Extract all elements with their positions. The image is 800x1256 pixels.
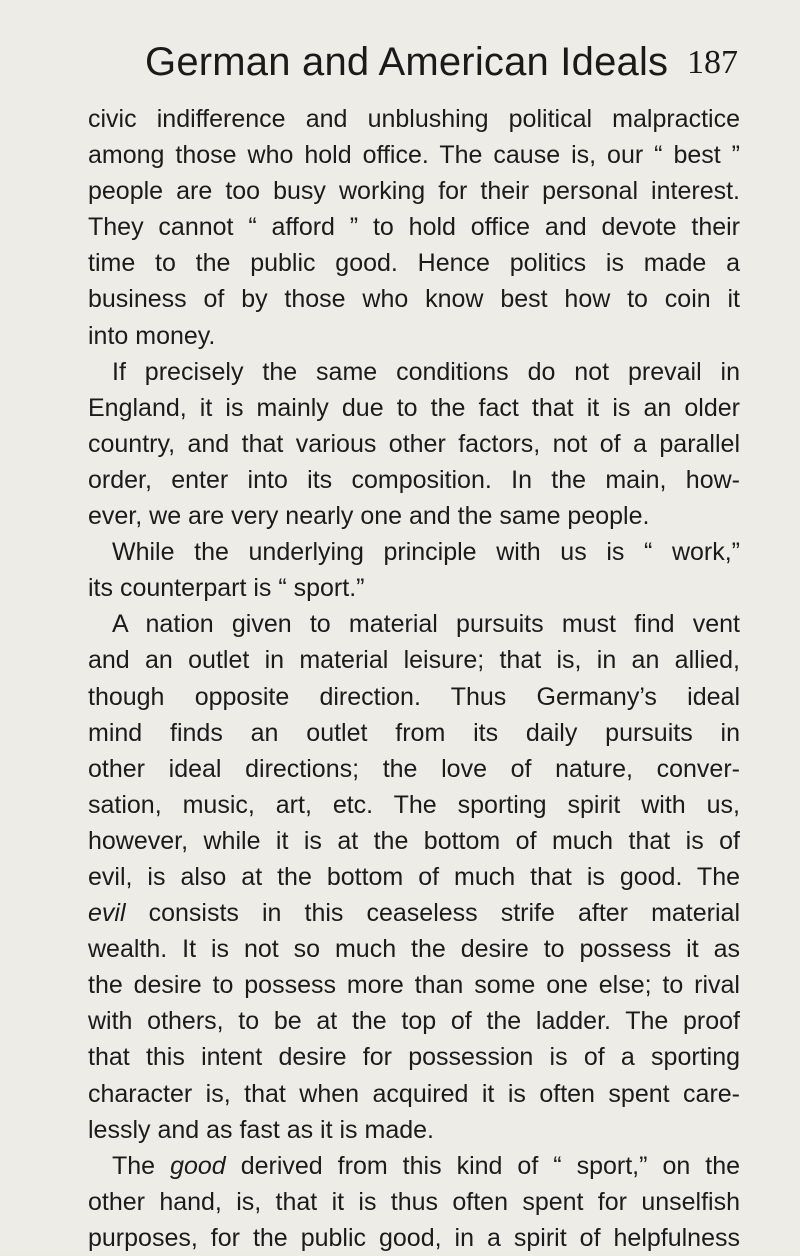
text-line: its counterpart is “ sport.” — [88, 574, 365, 603]
text-line: lessly and as fast as it is made. — [88, 1115, 434, 1144]
text-line: country, and that various other factors, not of a parallel — [88, 429, 740, 458]
text-line: A nation given to material pursuits must find vent — [112, 610, 740, 639]
body-text — [88, 101, 740, 1256]
text-line: though opposite direction. Thus Germany’s ideal — [88, 682, 740, 711]
text-line: with others, to be at the top of the ladder. The proof — [88, 1007, 740, 1036]
text-line: time to the public good. Hence politics is made a — [88, 249, 740, 278]
text-line: evil consists in this ceaseless strife after material — [88, 899, 740, 928]
text-line: mind finds an outlet from its daily pursuits in — [88, 718, 740, 747]
text-line: If precisely the same conditions do not prevail in — [112, 357, 740, 386]
text-line: While the underlying principle with us is “ work,” — [112, 538, 740, 567]
text-line: into money. — [88, 321, 216, 350]
text-line: among those who hold office. The cause is, our “ best ” — [88, 141, 740, 170]
text-line: character is, that when acquired it is often spent care- — [88, 1079, 740, 1108]
text-line: sation, music, art, etc. The sporting spirit with us, — [88, 790, 740, 819]
text-line: other hand, is, that it is thus often spent for unselfish — [88, 1187, 740, 1216]
text-line: order, enter into its composition. In the main, how- — [88, 465, 740, 494]
text-line: wealth. It is not so much the desire to possess it as — [88, 935, 740, 964]
text-line: however, while it is at the bottom of much that is of — [88, 826, 740, 855]
page-number: 187 — [687, 44, 738, 81]
text-line: the desire to possess more than some one else; to rival — [88, 971, 740, 1000]
text-line: purposes, for the public good, in a spirit of helpfulness — [88, 1223, 740, 1252]
text-line: other ideal directions; the love of nature, conver- — [88, 754, 740, 783]
text-line: England, it is mainly due to the fact that it is an older — [88, 393, 740, 422]
running-title: German and American Ideals — [145, 40, 669, 84]
text-line: They cannot “ afford ” to hold office and devote their — [88, 213, 740, 242]
text-line: evil, is also at the bottom of much that is good. The — [88, 862, 740, 891]
text-line: civic indifference and unblushing political malpractice — [88, 105, 740, 133]
text-line: ever, we are very nearly one and the same people. — [88, 502, 650, 531]
text-line: and an outlet in material leisure; that is, in an allied, — [88, 646, 740, 675]
text-line: people are too busy working for their personal interest. — [88, 177, 740, 206]
text-line: business of by those who know best how to coin it — [88, 285, 740, 314]
running-head — [88, 40, 738, 90]
text-line: The good derived from this kind of “ sport,” on the — [112, 1151, 740, 1180]
text-line: that this intent desire for possession is of a sporting — [88, 1043, 740, 1072]
